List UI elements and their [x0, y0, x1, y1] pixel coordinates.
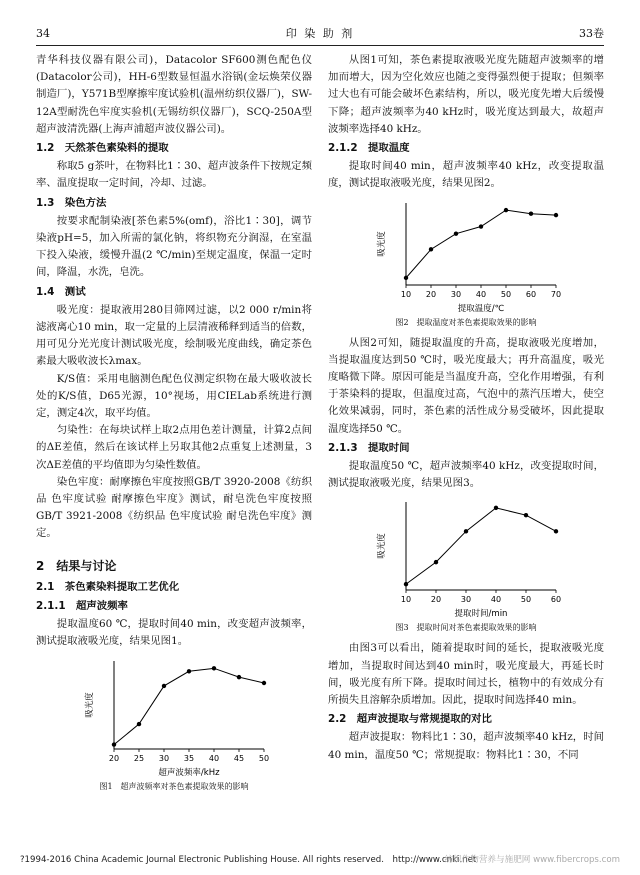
absorbance-paragraph: 吸光度：提取液用280目筛网过滤，以2 000 r/min将滤液离心10 min，取一定量的上层清液稀释到适当的倍数，用可见分光光度计测试吸光度，绘制吸光度曲线，确定茶色素最大吸收波长λmax。: [36, 303, 312, 368]
data-point: [434, 560, 438, 564]
x-tick-label: 50: [520, 595, 532, 605]
section-2-1-3-text: 提取温度50 ℃，超声波频率40 kHz，改变提取时间，测试提取液吸光度，结果见图3。: [328, 460, 604, 490]
data-point: [404, 275, 408, 279]
x-tick-label: 25: [133, 753, 145, 763]
data-point: [262, 680, 266, 684]
x-tick-label: 35: [183, 753, 195, 763]
section-2-heading: 2 结果与讨论: [36, 558, 117, 573]
section-1-3-text: 按要求配制染液[茶色素5%(omf)，浴比1∶30]，调节染液pH=5，加入所需的氯化钠，将织物充分润湿，在室温下投入染液，缓慢升温(2 ℃/min)至规定温度，保温一定时间，降温，水洗，皂洗。: [36, 214, 312, 279]
section-1-2-text: 称取5 g茶叶，在物料比1∶30、超声波条件下按规定频率、温度提取一定时间，冷却、过滤。: [36, 160, 312, 190]
section-2-1-2-heading: 2.1.2 提取温度: [328, 142, 410, 155]
data-point: [554, 530, 558, 534]
section-2-1-heading: 2.1 茶色素染料提取工艺优化: [36, 580, 180, 593]
data-point: [212, 666, 216, 670]
data-point: [494, 506, 498, 510]
figure-1-discussion: 从图1可知，茶色素提取液吸光度先随超声波频率的增加而增大，因为空化效应也随之变得强烈便于提取；但频率过大也有可能会破坏色素结构，所以，吸光度先增大后缓慢下降；超声波频率为40 kHz时，吸光度达到最大，故超声波频率选择40 kHz。: [328, 54, 604, 135]
data-point: [404, 582, 408, 586]
page-header: [36, 26, 604, 42]
section-1-2-heading: 1.2 天然茶色素染料的提取: [36, 142, 169, 155]
x-tick-label: 10: [400, 595, 412, 605]
volume-label: 33卷: [579, 27, 604, 40]
x-tick-label: 60: [525, 289, 537, 299]
x-axis-label: 超声波频率/kHz: [158, 767, 220, 778]
y-axis-label: 吸光度: [85, 691, 95, 718]
section-2-1-1-heading: 2.1.1 超声波频率: [36, 599, 128, 612]
data-point: [479, 224, 483, 228]
watermark-text: 纺织作物营养与施肥网 www.fibercrops.com: [444, 855, 620, 865]
x-tick-label: 50: [500, 289, 512, 299]
levelness-paragraph: 匀染性：在每块试样上取2点用色差计测量，计算2点间的ΔE差值，然后在该试样上另取其他2点重复上述测量，3次ΔE差值的平均值即为匀染性数值。: [36, 424, 312, 471]
figure-3-caption: 图3 提取时间对茶色素提取效果的影响: [395, 623, 537, 633]
series-line: [406, 508, 556, 584]
x-tick-label: 50: [258, 753, 270, 763]
x-tick-label: 40: [490, 595, 502, 605]
figure-1: [36, 655, 312, 779]
figure-2-caption: 图2 提取温度对茶色素提取效果的影响: [395, 317, 537, 327]
section-2-1-2-text: 提取时间40 min，超声波频率40 kHz，改变提取温度，测试提取液吸光度，结果见图2。: [328, 160, 604, 190]
data-point: [137, 721, 141, 725]
x-tick-label: 20: [430, 595, 442, 605]
header-rule: [36, 45, 604, 46]
journal-name: 印 染 助 剂: [285, 27, 355, 40]
figure-3-discussion: 由图3可以看出，随着提取时间的延长，提取液吸光度增加，当提取时间达到40 min时，吸光度最大，再延长时间，吸光度有所下降。提取时间过长，植物中的有效成分有所损失且溶解杂质增加。因此，提取时间选择40 min。: [328, 642, 604, 707]
data-point: [454, 231, 458, 235]
x-tick-label: 30: [450, 289, 462, 299]
copyright-notice: ?1994-2016 China Academic Journal Electronic Publishing House. All rights reserved. http://www.cnki.net: [20, 855, 477, 865]
data-point: [504, 208, 508, 212]
figure-1-caption: 图1 超声波频率对茶色素提取效果的影响: [99, 781, 249, 791]
data-point: [162, 683, 166, 687]
y-axis-label: 吸光度: [377, 533, 387, 560]
page-footer: [20, 853, 620, 865]
fastness-paragraph: 染色牢度：耐摩擦色牢度按照GB/T 3920-2008《纺织品 色牢度试验 耐摩擦色牢度》测试，耐皂洗色牢度按照GB/T 3921-2008《纺织品 色牢度试验 耐皂洗色牢度》测定。: [36, 475, 312, 540]
data-point: [429, 247, 433, 251]
data-point: [464, 530, 468, 534]
figure-2: [328, 197, 604, 315]
section-2-2-heading: 2.2 超声波提取与常规提取的对比: [328, 713, 492, 726]
x-tick-label: 20: [425, 289, 437, 299]
figure-3: [328, 496, 604, 620]
equipment-paragraph: 青华科技仪器有限公司)，Datacolor SF600测色配色仪(Datacolor公司)，HH-6型数显恒温水浴锅(金坛焕荣仪器制造厂)，Y571B型摩擦牢度试验机(温州纺织仪器厂)，SW-12A型耐洗色牢度实验机(无锡纺织仪器厂)，SCQ-250A型超声波清洗器(上海声浦超声波仪器公司)。: [36, 54, 312, 135]
x-tick-label: 60: [550, 595, 562, 605]
section-2-2-text: 超声波提取：物料比1∶30，超声波频率40 kHz，时间40 min，温度50 ℃；常规提取：物料比1∶30，不同: [328, 731, 604, 761]
figure-2-chart: [366, 197, 566, 315]
x-tick-label: 70: [550, 289, 562, 299]
x-tick-label: 40: [475, 289, 487, 299]
figure-2-discussion: 从图2可知，随提取温度的升高，提取液吸光度增加，当提取温度达到50 ℃时，吸光度最大；再升高温度，吸光度略微下降。原因可能是当温度升高，空化作用增强，有利于茶染料的提取，但温度过高，气泡中的蒸汽压增大，使空化效果减弱，同时，茶色素的活性成分易受破坏，因此提取温度选择50 ℃。: [328, 336, 604, 435]
section-2-1-3-heading: 2.1.3 提取时间: [328, 441, 410, 454]
figure-1-chart: [74, 655, 274, 779]
x-axis-label: 提取时间/min: [454, 609, 508, 620]
data-point: [554, 213, 558, 217]
section-1-3-heading: 1.3 染色方法: [36, 196, 107, 209]
ks-paragraph: K/S值：采用电脑测色配色仪测定织物在最大吸收波长处的K/S值，D65光源，10°视场，用CIELab系统进行测定，测定4次，取平均值。: [36, 372, 312, 420]
section-1-4-heading: 1.4 测试: [36, 285, 86, 298]
data-point: [529, 211, 533, 215]
section-2-1-1-text: 提取温度60 ℃，提取时间40 min，改变超声波频率，测试提取液吸光度，结果见图1。: [36, 618, 312, 648]
data-point: [237, 674, 241, 678]
page-number: 34: [36, 27, 50, 40]
left-column: [36, 52, 312, 799]
series-line: [114, 668, 264, 744]
y-axis-label: 吸光度: [377, 230, 387, 257]
right-column: [328, 52, 604, 764]
series-line: [406, 210, 556, 278]
figure-3-chart: [366, 496, 566, 620]
x-tick-label: 30: [460, 595, 472, 605]
x-tick-label: 40: [208, 753, 220, 763]
data-point: [524, 513, 528, 517]
x-tick-label: 20: [108, 753, 120, 763]
data-point: [112, 742, 116, 746]
x-tick-label: 30: [158, 753, 170, 763]
data-point: [187, 669, 191, 673]
x-axis-label: 提取温度/℃: [457, 303, 505, 314]
x-tick-label: 45: [233, 753, 245, 763]
x-tick-label: 10: [400, 289, 412, 299]
